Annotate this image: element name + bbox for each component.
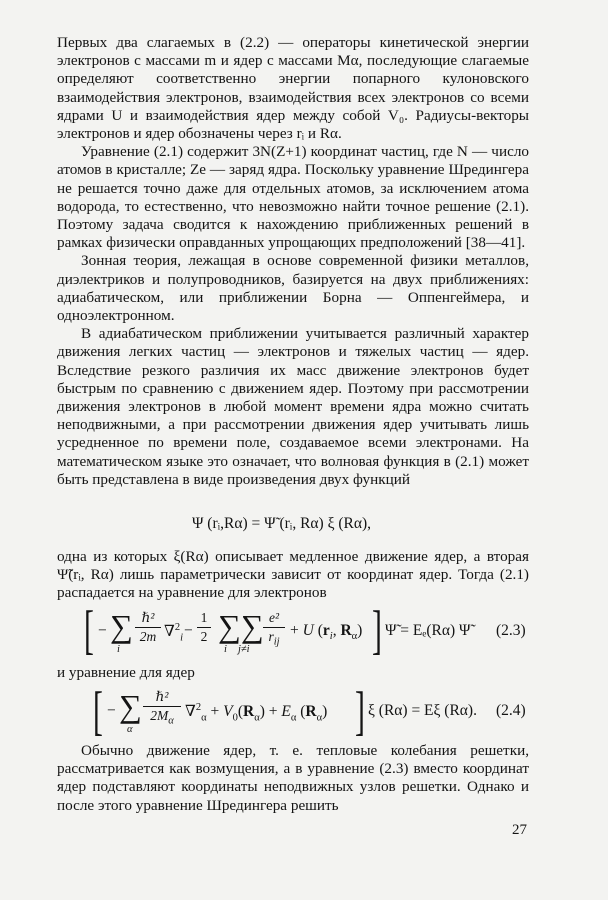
right-bracket: ] bbox=[372, 600, 382, 660]
text-block-eq-gap bbox=[57, 664, 529, 682]
equation-number-2-3: (2.3) bbox=[496, 622, 526, 639]
paragraph-7: Обычно движение ядер, т. е. тепловые колебания решетки, рассматривается как возмущения, а в уравнение (2.3) вместо координат ядер подставляют координаты неподвижных узлов решетки. Однако и после этого уравнение Шредингера решить bbox=[57, 742, 529, 814]
equation-product: Ψ (rᵢ,Rα) = Ψ̃ (rᵢ, Rα) ξ (Rα), bbox=[192, 515, 372, 532]
paragraph-5: одна из которых ξ(Rα) описывает медленное движение ядер, а вторая Ψ̃(rᵢ, Rα) лишь параметрически зависит от координат ядер. Тогда (2.1) распадается на уравнение для электронов bbox=[57, 548, 529, 602]
fraction-1-2: 1 2 bbox=[197, 610, 211, 645]
fraction-h2-2m: ℏ² 2m bbox=[135, 610, 161, 645]
fraction-e2-rij: e² $r_{ij}$ bbox=[263, 610, 285, 648]
text-block-bottom bbox=[57, 742, 529, 815]
equation-2-3-tail: Ψ̃ = Eₑ(Rα) Ψ̃ bbox=[385, 622, 471, 639]
paragraph-4: В адиабатическом приближении учитывается различный характер движения легких частиц — электронов и тяжелых частиц — ядер. Вследствие резкого различия их масс движение электронов будет быстрым по сравнению с движением ядер. Поэтому при рассмотрении движения электронов в любой момент времени ядра можно считать неподвижными, а при рассмотрении движения ядер учитывать лишь усредненное по времени поле, создаваемое всеми электронами. На математическом языке это означает, что волновая функция в (2.1) может быть представлена в виде произведения двух функций bbox=[57, 325, 529, 488]
equation-number-2-4: (2.4) bbox=[496, 702, 526, 719]
text-block-mid bbox=[57, 548, 529, 603]
paragraph-2: Уравнение (2.1) содержит 3N(Z+1) координат частиц, где N — число атомов в кристалле; Ze — заряд ядра. Поскольку уравнение Шредингера не решается точно даже для отдельных атомов, за исключением атома водорода, то естественно, что невозможно найти точное решение (2.1). Поэтому задача сводится к нахождению приближенных решений в рамках физически оправданных упрощающих предположений [38—41]. bbox=[57, 143, 529, 252]
text-block-top bbox=[57, 34, 529, 489]
paragraph-3: Зонная теория, лежащая в основе современной физики металлов, диэлектриков и полупроводников, базируется на двух приближениях: адиабатическом, или приближении Борна — Оппенгеймера, и одноэлектронном. bbox=[57, 252, 529, 325]
book-page: Первых два слагаемых в (2.2) — операторы кинетической энергии электронов с массами m и ядер с массами Mα, последующие слагаемые определяют соответственно энергии попарного кулоновского взаимодействия электронов, взаимодействия всех электронов со всеми ядрами U и взаимодействия ядер между собой V₀. Радиусы-векторы электронов и ядер обозначены через rᵢ и Rα. Уравнение (2.1) содержит 3N(Z+1) координат частиц, где N — число атомов в кристалле; Ze — заряд ядра. Поскольку уравнение Шредингера не решается точно даже для отдельных атомов, за исключением атома водорода, то естественно, что невозможно найти точное решение (2.1). Поэтому задача сводится к нахождению приближенных решений в рамках физически оправданных упрощающих предположений [38—41]. Зонная теория, лежащая в основе современной физики металлов, диэлектриков и полупроводников, базируется на двух приближениях: адиабатическом, или приближении Борна — Оппенгеймера, и одноэлектронном. В адиабатическом приближении учитывается различный характер движения легких частиц — электронов и тяжелых частиц — ядер. Вследствие резкого различия их масс движение электронов будет быстрым по сравнению с движением ядер. Поэтому при рассмотрении движения электронов в любой момент времени ядра можно считать неподвижными, а при рассмотрении движения ядер учитывать лишь усредненное по времени поле, создаваемое всеми электронами. На математическом языке это означает, что волновая функция в (2.1) может быть представлена в виде произведения двух функций Ψ (rᵢ,Rα) = Ψ̃ (rᵢ, Rα) ξ (Rα), одна из которых ξ(Rα) описывает медленное движение ядер, а вторая Ψ̃(rᵢ, Rα) лишь параметрически зависит от координат ядер. Тогда (2.1) распадается на уравнение для электронов [ − ∑ i ℏ² 2m ∇$^2_i$ − 1 2 ∑∑ i j≠i e² $r_{ij}$ + U ($r_i$, $R_\alpha$) ] Ψ̃ = Eₑ(Rα) Ψ̃ (2.3) и уравнение для ядер [ − ∑ α ℏ² $2M_\alpha$ $\nabla^2_\alpha + V_0(R_\alpha) + E_\alpha$ $(R_\alpha)$ ] ξ (Rα) = Eξ (Rα). (2.4) Обычно движение ядер, т. е. тепловые колебания решетки, рассматривается как возмущения, а в уравнение (2.3) вместо координат ядер подставляют координаты неподвижных узлов решетки. Однако и после этого уравнение Шредингера решить 27 bbox=[57, 34, 529, 838]
paragraph-6: и уравнение для ядер bbox=[57, 664, 195, 681]
left-bracket: [ bbox=[84, 600, 94, 660]
paragraph-1: Первых два слагаемых в (2.2) — операторы кинетической энергии электронов с массами m и ядер с массами Mα, последующие слагаемые определяют соответственно энергии попарного кулоновского взаимодействия электронов, взаимодействия всех электронов со всеми ядрами U и взаимодействия ядер между собой V₀. Радиусы-векторы электронов и ядер обозначены через rᵢ и Rα. bbox=[57, 34, 529, 143]
sum-symbol: ∑ bbox=[110, 608, 133, 644]
equation-2-4-tail: ξ (Rα) = Eξ (Rα). bbox=[368, 702, 477, 719]
page-number: 27 bbox=[512, 822, 527, 838]
